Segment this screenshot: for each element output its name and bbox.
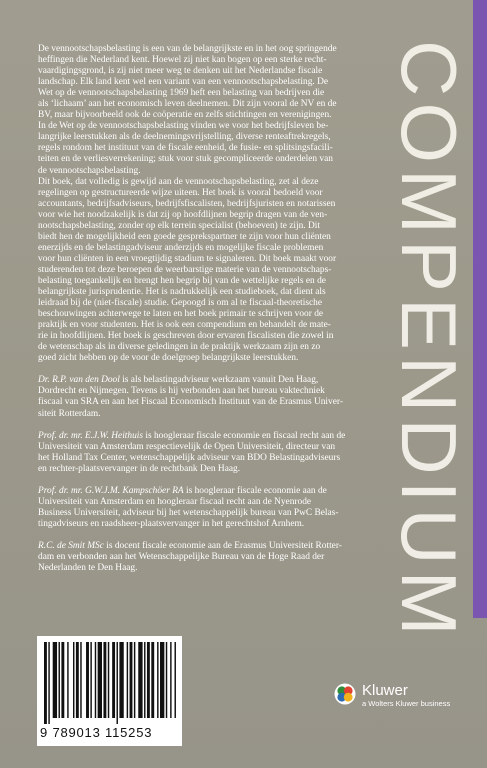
text-line: fiscaal van SRA en aan het Fiscaal Economisch Instituut van de Erasmus Univer- (38, 397, 343, 408)
text-line: Nederlanden te Den Haag. (38, 563, 138, 574)
barcode-bar (76, 642, 79, 718)
barcode-bar (67, 642, 68, 718)
text-line: voor wie het noodzakelijk is dat zij op hoofdlijnen begrip dragen van de ven- (38, 209, 328, 220)
text-line: heffingen die Nederland kent. Hoewel zij niet kan bogen op een sterke recht- (38, 55, 327, 66)
barcode-bar (151, 642, 154, 718)
barcode-bar (130, 642, 133, 718)
text-line: Wet op de vennootschapsbelasting 1969 heft een belasting van bedrijven die (38, 88, 325, 99)
text-line: regelingen op gestructureerde wijze uiteen. Het boek is vooral bedoeld voor (38, 187, 323, 198)
barcode-bar (166, 642, 167, 718)
text-line: De vennootschapsbelasting is een van de belangrijkste en in het oog springende (38, 44, 337, 54)
text-line: studerenden tot deze beroepen de weerbarstige materie van de vennootschaps- (38, 264, 332, 275)
text-line: tingadviseurs en raadsheer-plaatsvervanger in het gerechtshof Arnhem. (38, 518, 305, 529)
text-line: biedt hen de mogelijkheid een goede gesprekspartner te zijn voor hun cliënten (38, 231, 331, 242)
publisher-tagline: a Wolters Kluwer business (362, 699, 451, 708)
text-line: accountants, bedrijfsadviseurs, bedrijfsfiscalisten, bedrijfsjuristen en notarissen (38, 198, 336, 209)
author-bio-1 (38, 375, 406, 419)
text-line: de vennootschapsbelasting. (38, 165, 141, 176)
intro-paragraph-2 (38, 177, 406, 365)
barcode-bar (160, 642, 164, 718)
text-line: vaardigingsgrond, is zij niet meer weg te denken uit het Nederlandse fiscale (38, 66, 323, 77)
text-line: Dordrecht en Nijmegen. Tevens is hij verbonden aan het bureau vaktechniek (38, 386, 325, 397)
barcode-bar (144, 642, 145, 718)
publisher-name: Kluwer (362, 682, 408, 699)
barcode-bar (147, 642, 150, 718)
text-line: BV, maar bijvoorbeeld ook de coöperatie en zelfs stichtingen en verenigingen. (38, 110, 332, 121)
barcode-bar (53, 642, 57, 718)
text-line: Business Universiteit, adviseur bij het wetenschappelijk bureau van PwC Belas- (38, 507, 339, 518)
text-line: het Holland Tax Center, wetenschappelijk adviseur van BDO Belastingadviseurs (38, 452, 341, 463)
barcode-bar (59, 642, 60, 718)
barcode-bar (112, 642, 115, 718)
barcode-bar (138, 642, 142, 718)
barcode-bar (103, 642, 106, 718)
barcode-bar (44, 642, 47, 724)
author-bio-text: is hoogleraar fiscale economie aan de (183, 485, 327, 496)
text-line: siteit Rotterdam. (38, 408, 101, 419)
text-line: en rechter-plaatsvervanger in de rechtbank Den Haag. (38, 463, 241, 474)
text-line: enerzijds en de belastingadviseur anderzijds en mogelijke fiscale problemen (38, 242, 324, 253)
author-bio-2 (38, 431, 406, 475)
text-line: Universiteit van Amsterdam en hoogleraar fiscaal recht aan de Nyenrode (38, 496, 312, 507)
author-bio-text: is als belastingadviseur werkzaam vanuit Den Haag, (119, 375, 319, 386)
text-line: belasting toegankelijk en brengt hen begrip bij van de wettelijke regels en de (38, 275, 326, 286)
barcode-bar (127, 642, 128, 718)
author-name: R.C. de Smit MSc (38, 540, 104, 551)
barcode-bar (80, 642, 81, 718)
compendium-vertical-title: COMPENDIUM (385, 40, 473, 642)
barcode-bar (73, 642, 74, 718)
barcode-bar (157, 642, 158, 718)
author-bio-3 (38, 486, 406, 530)
text-line: langrijke leerstukken als de deelnemingsvrijstelling, diverse renteaftrekregels, (38, 132, 331, 143)
text-line: voor hun cliënten in een vroegtijdig stadium te signaleren. Dit boek maakt voor (38, 253, 337, 264)
text-line: Universiteit van Amsterdam respectievelijk de Open Universiteit, directeur van (38, 441, 336, 452)
text-line: landschap. Elk land kent wel een variant van een vennootschapsbelasting. De (38, 77, 329, 88)
text-line: de wetenschap als in diverse geledingen in de praktijk werkzaam zijn en zo (38, 342, 321, 353)
text-line: rie in hoofdlijnen. Het boek is geschreven door ervaren fiscalisten die zowel in (38, 331, 334, 342)
text-line: Dit boek, dat volledig is gewijd aan de vennootschapsbelasting, zet al deze (38, 176, 319, 187)
text-line: leidraad bij de (niet-fiscale) studie. Gepoogd is om al te fiscaal-theoretische (38, 298, 323, 309)
text-line (38, 486, 406, 497)
barcode-bar (117, 642, 118, 724)
author-name: Dr. R.P. van den Dool (38, 375, 120, 386)
author-bio-4 (38, 541, 406, 574)
barcode-bar (90, 642, 91, 718)
barcode-bar (108, 642, 109, 718)
purple-accent-band (473, 0, 487, 618)
barcode-bar (98, 642, 102, 718)
text-line: nootschapsbelasting, zonder op elk terrein specialist (behoeven) te zijn. Dit (38, 220, 320, 231)
text-line (38, 375, 406, 386)
barcode-bar (134, 642, 135, 718)
text-line: goed zicht hebben op de voor de doelgroep belangrijkste leerstukken. (38, 353, 299, 364)
text-line: beschouwingen achterwege te laten en het boek primair te schrijven voor de (38, 309, 324, 320)
text-line (38, 431, 406, 442)
publisher-logo (334, 683, 474, 723)
text-line: regels rondom het instituut van de fiscale eenheid, de fusie- en splitsingsfacili- (38, 143, 333, 154)
text-line: belangrijkste jurisprudentie. Het is nadrukkelijk een studieboek, dat dient als (38, 287, 326, 298)
barcode-bar (170, 642, 171, 718)
barcode-bar (86, 642, 89, 718)
intro-paragraph-1 (38, 44, 406, 177)
author-bio-text: is hoogleraar fiscale economie en fiscaal recht aan de (143, 430, 346, 441)
author-name: Prof. dr. mr. E.J.W. Heithuis (38, 430, 144, 441)
barcode-bar (48, 642, 49, 724)
barcode-bar (61, 642, 64, 718)
author-name: Prof. dr. mr. G.W.J.M. Kampschöer RA (38, 485, 184, 496)
author-bio-text: is docent fiscale economie aan de Erasmus Universiteit Rotter- (103, 540, 342, 551)
text-line (38, 541, 406, 552)
barcode-bar (119, 642, 123, 718)
barcode-bar (95, 642, 96, 718)
text-line: teiten en de verliesverrekening; stuk voor stuk gecompliceerde onderdelen van (38, 154, 333, 165)
isbn-digits: 9 789013 115253 (40, 725, 153, 740)
blurb-text (38, 44, 406, 574)
barcode-bar (175, 642, 176, 718)
kluwer-globe-icon (334, 683, 356, 705)
barcode-icon (44, 642, 176, 724)
text-line: In de Wet op de vennootschapsbelasting vinden we voor het bedrijfsleven be- (38, 121, 329, 132)
text-line: dam en verbonden aan het Wetenschappelijke Bureau van de Hoge Raad der (38, 551, 325, 562)
text-line: als ‘lichaam’ aan het economisch leven deelnemen. Dit zijn vooral de NV en de (38, 99, 337, 110)
text-line: praktijk en voor studenten. Het is ook een compendium en behandelt de mate- (38, 320, 331, 331)
